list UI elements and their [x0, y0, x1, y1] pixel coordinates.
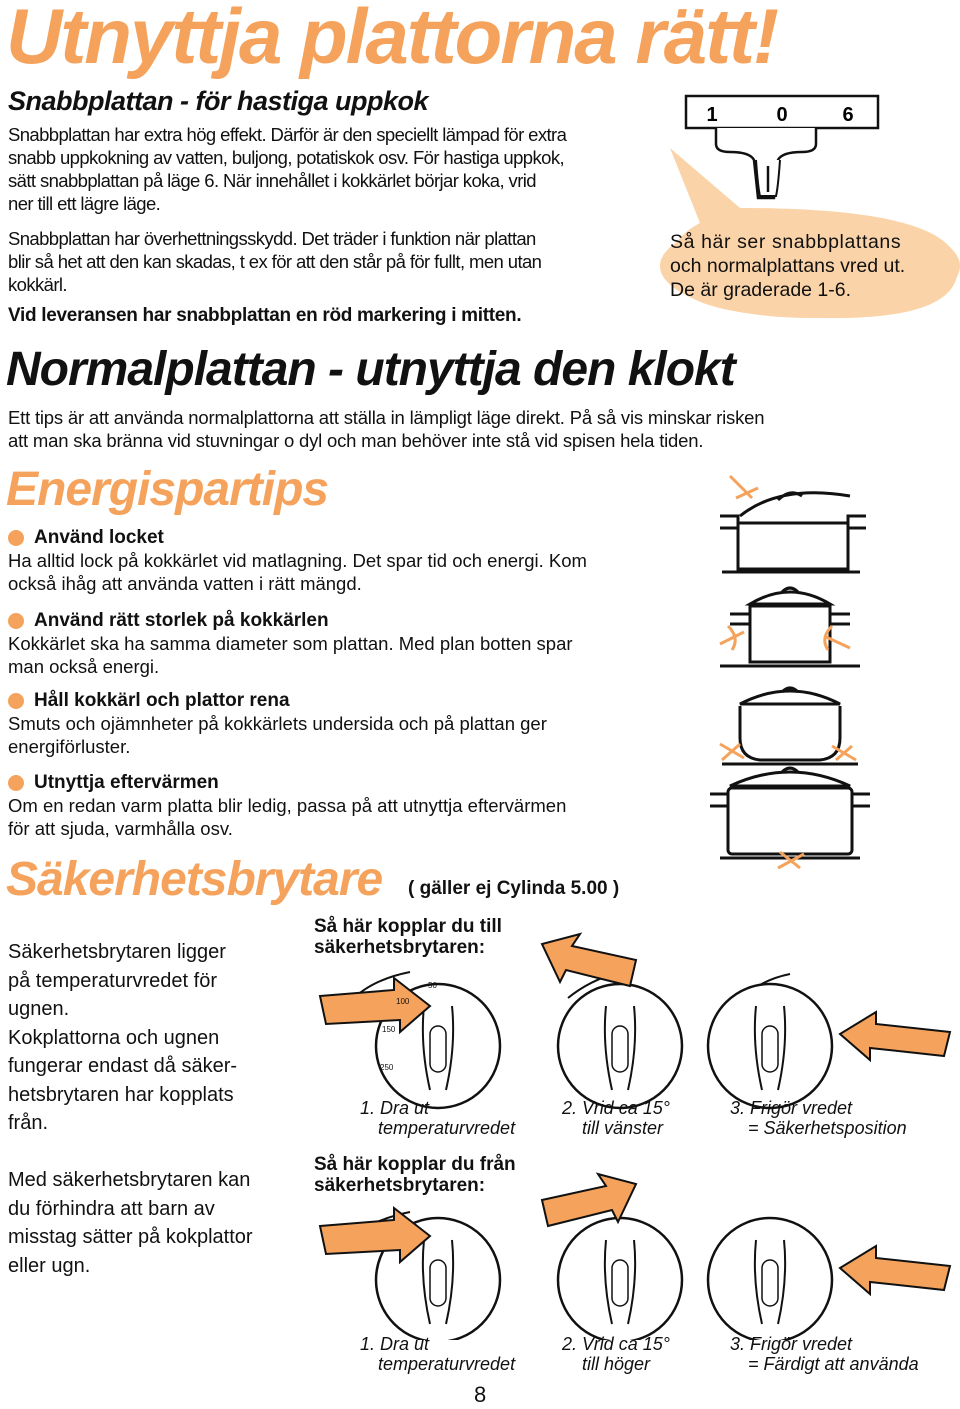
rotate-left-arrow-icon — [542, 934, 636, 986]
tip-1: Använd locket Ha alltid lock på kokkärlet vid matlagning. Det spar tid och energi. Kom också ihåg att använda vatten i rätt mängd. — [8, 527, 587, 594]
sakerhetsbrytare-heading: Säkerhetsbrytare — [6, 853, 383, 906]
page-number: 8 — [474, 1382, 487, 1407]
bullet-dot-icon — [8, 530, 24, 546]
normalplattan-heading: Normalplattan - utnyttja den klokt — [6, 343, 735, 396]
scale-label-0: 0 — [776, 104, 788, 126]
dial-mark-250: 250 — [380, 1063, 394, 1072]
page-title: Utnyttja plattorna rätt! — [6, 0, 777, 80]
callout-text: Så här ser snabbplattans och normalplattans vred ut. De är graderade 1-6. — [670, 231, 906, 301]
connect-step-3: 3. Frigör vredet = Säkerhetsposition — [730, 1098, 907, 1138]
tip-4: Utnyttja eftervärmen Om en redan varm platta blir ledig, passa på att utnyttja eftervärmen för att sjuda, varmhålla osv. — [8, 772, 567, 839]
dial-mark-50: 50 — [428, 981, 437, 990]
bullet-dot-icon — [8, 613, 24, 629]
snabbplattan-paragraph-2: Snabbplattan har överhettningsskydd. Det träder i funktion när plattan blir så het att den kan skadas, t ex för att den står på för fullt, men utan kokkärl. — [8, 228, 542, 295]
pot-rounded-icon — [722, 688, 858, 764]
snabbplattan-heading: Snabbplattan - för hastiga uppkok — [8, 86, 429, 116]
tip-2: Använd rätt storlek på kokkärlen Kokkärlet ska ha samma diameter som plattan. Med plan botten spar man också energi. — [8, 610, 573, 677]
bullet-dot-icon — [8, 693, 24, 709]
snabbplattan-paragraph-1: Snabbplattan har extra hög effekt. Därför är den speciellt lämpad för extra snabb uppkokning av vatten, buljong, potatiskok osv. För hastiga uppkok, sätt snabbplattan på läge 6. När innehållet i kokkärlet börjar koka, vrid ner till ett lägre läge. — [8, 124, 567, 214]
dial-mark-150: 150 — [382, 1025, 396, 1034]
child-safety-description: Med säkerhetsbrytaren kan du förhindra att barn av misstag sätter på kokplattor eller ugn. — [8, 1169, 253, 1277]
pot-with-lid-icon — [720, 493, 866, 572]
sakerhetsbrytare-note: ( gäller ej Cylinda 5.00 ) — [408, 878, 620, 899]
dial-mark-100: 100 — [396, 997, 410, 1006]
tip-3: Håll kokkärl och plattor rena Smuts och ojämnheter på kokkärlets undersida och på plattan ger energiförluster. — [8, 690, 547, 757]
normalplattan-text: Ett tips är att använda normalplattorna att ställa in lämpligt läge direkt. På så vis minskar risken att man ska bränna vid stuvningar o dyl och man behöver inte stå vid spisen hela tiden. — [8, 407, 765, 451]
disconnect-step-2: 2. Vrid ca 15° till höger — [562, 1334, 670, 1374]
disconnect-step-1: 1. Dra ut temperaturvredet — [360, 1334, 516, 1374]
pot-illustrations — [700, 468, 960, 898]
energispartips-heading: Energispartips — [6, 463, 329, 516]
pot-size-icon — [720, 588, 860, 666]
scale-label-1: 1 — [706, 104, 718, 126]
disconnect-step-3: 3. Frigör vredet = Färdigt att använda — [730, 1334, 919, 1374]
disconnect-heading: Så här kopplar du från säkerhetsbrytaren: — [314, 1154, 516, 1196]
scale-label-6: 6 — [842, 104, 854, 126]
connect-heading: Så här kopplar du till säkerhetsbrytaren: — [314, 916, 502, 958]
connect-step-1: 1. Dra ut temperaturvredet — [360, 1098, 516, 1138]
bullet-dot-icon — [8, 775, 24, 791]
snabbplattan-paragraph-3: Vid leveransen har snabbplattan en röd markering i mitten. — [8, 305, 522, 326]
release-arrow-icon — [840, 1012, 950, 1060]
release-arrow-icon-2 — [840, 1246, 950, 1294]
pot-large-icon — [710, 768, 870, 858]
connect-step-2: 2. Vrid ca 15° till vänster — [562, 1098, 670, 1138]
sakerhetsbrytare-description: Säkerhetsbrytaren ligger på temperaturvredet för ugnen. Kokplattorna och ugnen fungerar endast då säker- hetsbrytaren har kopplats från. — [8, 941, 238, 1134]
